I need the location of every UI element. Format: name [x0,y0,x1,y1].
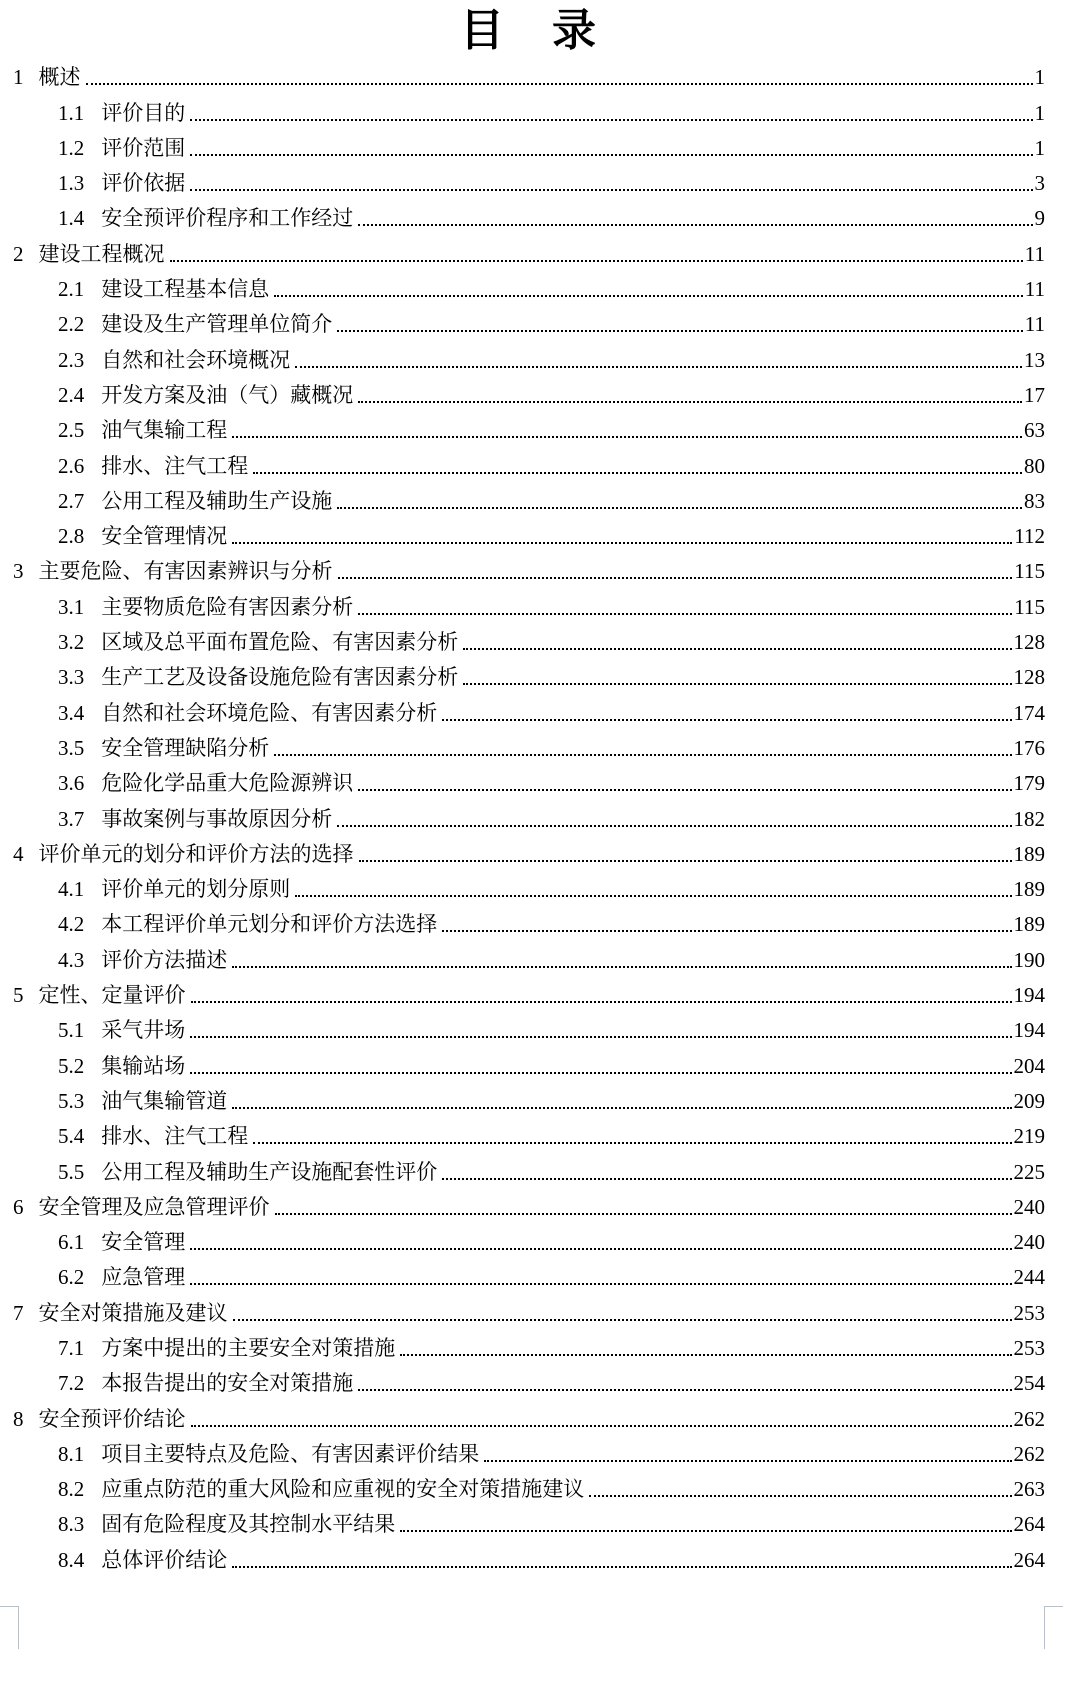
toc-entry-label: 安全管理及应急管理评价 [38,1194,270,1219]
text-boundary-corner-left [0,1606,19,1649]
toc-entry[interactable] [13,656,1045,691]
toc-entry-number: 8.1 [58,1441,85,1466]
toc-entry-number: 1.4 [58,206,85,231]
toc-entry-number: 1.3 [58,171,85,196]
dotted-leader [275,1213,1012,1215]
toc-entry-number: 5.5 [58,1159,85,1184]
dotted-leader [274,754,1011,756]
dotted-leader [232,436,1022,438]
toc-entry[interactable] [13,338,1045,373]
toc-entry[interactable] [13,1150,1045,1185]
dotted-leader [274,295,1023,297]
toc-entry-page-number: 264 [1013,1547,1045,1572]
toc-entry-number: 3 [13,559,24,584]
toc-entry[interactable] [13,691,1045,726]
toc-entry[interactable] [13,727,1045,762]
toc-entry-label: 安全管理缺陷分析 [101,735,270,760]
toc-entry-number: 2.6 [58,453,85,478]
text-boundary-corner-right [1044,1606,1063,1649]
toc-entry-number: 2.3 [58,347,85,372]
toc-entry-label: 排水、注气工程 [101,453,249,478]
toc-entry-label: 建设工程基本信息 [101,277,270,302]
toc-entry-label: 主要物质危险有害因素分析 [101,594,354,619]
dotted-leader [359,860,1012,862]
dotted-leader [358,613,1012,615]
dotted-leader [190,1283,1011,1285]
toc-entry-page-number: 17 [1024,382,1045,407]
toc-entry-number: 4.2 [58,912,85,937]
toc-entry[interactable] [13,974,1045,1009]
toc-entry-page-number: 209 [1013,1088,1045,1113]
dotted-leader [358,789,1011,791]
toc-entry-number: 5.4 [58,1124,85,1149]
toc-entry-page-number: 128 [1013,630,1045,655]
toc-entry-label: 建设工程概况 [38,241,165,266]
toc-entry-label: 评价单元的划分原则 [101,877,291,902]
toc-entry-label: 评价目的 [101,100,186,125]
toc-entry-page-number: 63 [1024,418,1045,443]
toc-entry[interactable] [13,1362,1045,1397]
toc-entry-label: 评价方法描述 [101,947,228,972]
toc-entry-number: 2 [13,241,24,266]
toc-entry-number: 2.1 [58,277,85,302]
page-title: 目 录 [460,6,598,55]
dotted-leader [338,577,1013,579]
toc-entry[interactable] [13,1538,1045,1573]
toc-entry[interactable] [13,1503,1045,1538]
toc-entry-page-number: 112 [1014,524,1045,549]
toc-entry-number: 3.6 [58,771,85,796]
toc-entry-number: 7.2 [58,1371,85,1396]
toc-entry-page-number: 83 [1024,488,1045,513]
toc-entry-page-number: 9 [1034,206,1045,231]
dotted-leader [358,401,1022,403]
toc-entry-page-number: 189 [1013,841,1045,866]
toc-entry-page-number: 128 [1013,665,1045,690]
dotted-leader [190,1072,1011,1074]
toc-entry-label: 概述 [38,65,81,90]
toc-entry-page-number: 253 [1013,1335,1045,1360]
toc-entry-page-number: 11 [1024,312,1045,337]
toc-entry-label: 总体评价结论 [101,1547,228,1572]
toc-entry-page-number: 179 [1013,771,1045,796]
toc-entry-label: 自然和社会环境危险、有害因素分析 [101,700,438,725]
toc-entry-page-number: 189 [1013,877,1045,902]
toc-entry-number: 8.4 [58,1547,85,1572]
dotted-leader [86,83,1033,85]
toc-entry-number: 6.1 [58,1230,85,1255]
toc-entry-page-number: 80 [1024,453,1045,478]
toc-entry-label: 评价单元的划分和评价方法的选择 [38,841,354,866]
toc-entry[interactable] [13,374,1045,409]
dotted-leader [190,154,1032,156]
toc-entry-number: 5.2 [58,1053,85,1078]
toc-entry-number: 5.1 [58,1018,85,1043]
toc-entry-number: 8.2 [58,1477,85,1502]
toc-entry-number: 8 [13,1406,24,1431]
toc-entry[interactable] [13,762,1045,797]
toc-entry-page-number: 262 [1013,1441,1045,1466]
dotted-leader [295,366,1022,368]
toc-entry-page-number: 194 [1013,1018,1045,1043]
toc-entry-number: 2.7 [58,488,85,513]
toc-entry-page-number: 174 [1013,700,1045,725]
dotted-leader [253,1142,1011,1144]
toc-entry[interactable] [13,621,1045,656]
dotted-leader [253,472,1022,474]
toc-entry[interactable] [13,232,1045,267]
toc-entry[interactable] [13,550,1045,585]
toc-entry-number: 2.8 [58,524,85,549]
dotted-leader [358,224,1032,226]
toc-entry-label: 固有危险程度及其控制水平结果 [101,1512,396,1537]
toc-entry-page-number: 3 [1034,171,1045,196]
toc-entry-number: 4.3 [58,947,85,972]
toc-entry-page-number: 115 [1014,594,1045,619]
toc-entry-number: 2.5 [58,418,85,443]
toc-entry[interactable] [13,1009,1045,1044]
toc-entry[interactable] [13,585,1045,620]
toc-entry[interactable] [13,162,1045,197]
dotted-leader [337,507,1022,509]
toc-entry-label: 建设及生产管理单位简介 [101,312,333,337]
toc-entry[interactable] [13,1468,1045,1503]
toc-entry-label: 安全对策措施及建议 [38,1300,228,1325]
toc-entry[interactable] [13,197,1045,232]
dotted-leader [442,1178,1011,1180]
toc-entry[interactable] [13,797,1045,832]
dotted-leader [484,1460,1011,1462]
toc-entry-label: 本工程评价单元划分和评价方法选择 [101,912,438,937]
dotted-leader [295,895,1011,897]
toc-entry[interactable] [13,127,1045,162]
toc-entry-page-number: 1 [1034,100,1045,125]
toc-entry-number: 6.2 [58,1265,85,1290]
toc-entry[interactable] [13,1256,1045,1291]
toc-entry[interactable] [13,1044,1045,1079]
toc-entry[interactable] [13,1433,1045,1468]
toc-entry-number: 4.1 [58,877,85,902]
toc-entry-number: 7 [13,1300,24,1325]
toc-entry-page-number: 194 [1013,983,1045,1008]
toc-entry-number: 7.1 [58,1335,85,1360]
toc-entry-label: 集输站场 [101,1053,186,1078]
toc-entry-number: 1.2 [58,135,85,160]
toc-entry-number: 3.1 [58,594,85,619]
toc-entry-label: 公用工程及辅助生产设施 [101,488,333,513]
toc-entry-number: 3.5 [58,735,85,760]
toc-entry-page-number: 11 [1024,277,1045,302]
toc-entry[interactable] [13,833,1045,868]
toc-entry-label: 项目主要特点及危险、有害因素评价结果 [101,1441,480,1466]
toc-entry-label: 评价依据 [101,171,186,196]
dotted-leader [170,260,1023,262]
dotted-leader [337,825,1011,827]
toc-entry-label: 生产工艺及设备设施危险有害因素分析 [101,665,459,690]
toc-entry-label: 开发方案及油（气）藏概况 [101,382,354,407]
dotted-leader [232,966,1011,968]
toc-entry[interactable] [13,480,1045,515]
dotted-leader [190,119,1032,121]
toc-entry[interactable] [13,444,1045,479]
toc-entry-number: 2.2 [58,312,85,337]
toc-entry[interactable] [13,1115,1045,1150]
toc-entry-label: 安全管理 [101,1230,186,1255]
toc-entry-number: 5 [13,983,24,1008]
toc-entry-number: 3.7 [58,806,85,831]
toc-entry-page-number: 263 [1013,1477,1045,1502]
toc-entry-page-number: 240 [1013,1194,1045,1219]
toc-entry-number: 3.4 [58,700,85,725]
toc-entry-page-number: 219 [1013,1124,1045,1149]
toc-entry-label: 排水、注气工程 [101,1124,249,1149]
toc-entry[interactable] [13,1291,1045,1326]
toc-entry-page-number: 254 [1013,1371,1045,1396]
dotted-leader [400,1354,1011,1356]
toc-entry-label: 安全预评价程序和工作经过 [101,206,354,231]
toc-entry-number: 3.2 [58,630,85,655]
toc-entry[interactable] [13,1221,1045,1256]
toc-entry[interactable] [13,91,1045,126]
toc-entry-page-number: 262 [1013,1406,1045,1431]
dotted-leader [232,542,1012,544]
toc-entry[interactable] [13,868,1045,903]
toc-entry-number: 6 [13,1194,24,1219]
toc-entry-page-number: 1 [1034,65,1045,90]
toc-entry[interactable] [13,1080,1045,1115]
toc-entry-page-number: 244 [1013,1265,1045,1290]
toc-entry-label: 方案中提出的主要安全对策措施 [101,1335,396,1360]
toc-entry-page-number: 204 [1013,1053,1045,1078]
toc-entry-number: 5.3 [58,1088,85,1113]
dotted-leader [190,1248,1011,1250]
toc-entry-label: 主要危险、有害因素辨识与分析 [38,559,333,584]
toc-entry-number: 1.1 [58,100,85,125]
toc-entry-page-number: 225 [1013,1159,1045,1184]
toc-entry-label: 区域及总平面布置危险、有害因素分析 [101,630,459,655]
toc-entry[interactable] [13,515,1045,550]
toc-list [13,56,1045,1574]
toc-entry-label: 安全管理情况 [101,524,228,549]
toc-entry-number: 3.3 [58,665,85,690]
dotted-leader [442,719,1011,721]
toc-entry[interactable] [13,1327,1045,1362]
toc-entry[interactable] [13,1397,1045,1432]
toc-entry-label: 应重点防范的重大风险和应重视的安全对策措施建议 [101,1477,585,1502]
toc-entry-page-number: 264 [1013,1512,1045,1537]
toc-entry-page-number: 1 [1034,135,1045,160]
dotted-leader [463,683,1011,685]
toc-entry-label: 公用工程及辅助生产设施配套性评价 [101,1159,438,1184]
dotted-leader [190,1036,1011,1038]
dotted-leader [358,1389,1011,1391]
dotted-leader [232,1107,1011,1109]
toc-entry[interactable] [13,409,1045,444]
toc-entry[interactable] [13,1186,1045,1221]
toc-entry-page-number: 253 [1013,1300,1045,1325]
toc-entry-label: 采气井场 [101,1018,186,1043]
dotted-leader [191,1001,1012,1003]
dotted-leader [233,1319,1012,1321]
dotted-leader [400,1530,1011,1532]
dotted-leader [190,189,1032,191]
toc-entry-label: 危险化学品重大危险源辨识 [101,771,354,796]
toc-entry-page-number: 240 [1013,1230,1045,1255]
dotted-leader [589,1495,1011,1497]
dotted-leader [191,1425,1012,1427]
toc-entry-label: 油气集输管道 [101,1088,228,1113]
toc-entry[interactable] [13,56,1045,91]
dotted-leader [463,648,1011,650]
toc-entry-label: 事故案例与事故原因分析 [101,806,333,831]
dotted-leader [442,930,1011,932]
toc-entry-label: 安全预评价结论 [38,1406,186,1431]
toc-entry-page-number: 190 [1013,947,1045,972]
toc-entry-page-number: 13 [1024,347,1045,372]
toc-entry-label: 本报告提出的安全对策措施 [101,1371,354,1396]
toc-entry-page-number: 176 [1013,735,1045,760]
toc-entry-number: 1 [13,65,24,90]
toc-entry-number: 8.3 [58,1512,85,1537]
toc-entry[interactable] [13,938,1045,973]
toc-entry[interactable] [13,903,1045,938]
dotted-leader [232,1566,1011,1568]
toc-entry-label: 油气集输工程 [101,418,228,443]
toc-entry[interactable] [13,303,1045,338]
toc-entry-page-number: 115 [1014,559,1045,584]
toc-entry-page-number: 11 [1024,241,1045,266]
toc-entry-number: 4 [13,841,24,866]
toc-entry-label: 应急管理 [101,1265,186,1290]
toc-entry-label: 评价范围 [101,135,186,160]
toc-entry-page-number: 189 [1013,912,1045,937]
toc-entry-number: 2.4 [58,382,85,407]
toc-entry-label: 自然和社会环境概况 [101,347,291,372]
toc-entry-label: 定性、定量评价 [38,983,186,1008]
toc-entry-page-number: 182 [1013,806,1045,831]
toc-entry[interactable] [13,268,1045,303]
dotted-leader [337,330,1023,332]
